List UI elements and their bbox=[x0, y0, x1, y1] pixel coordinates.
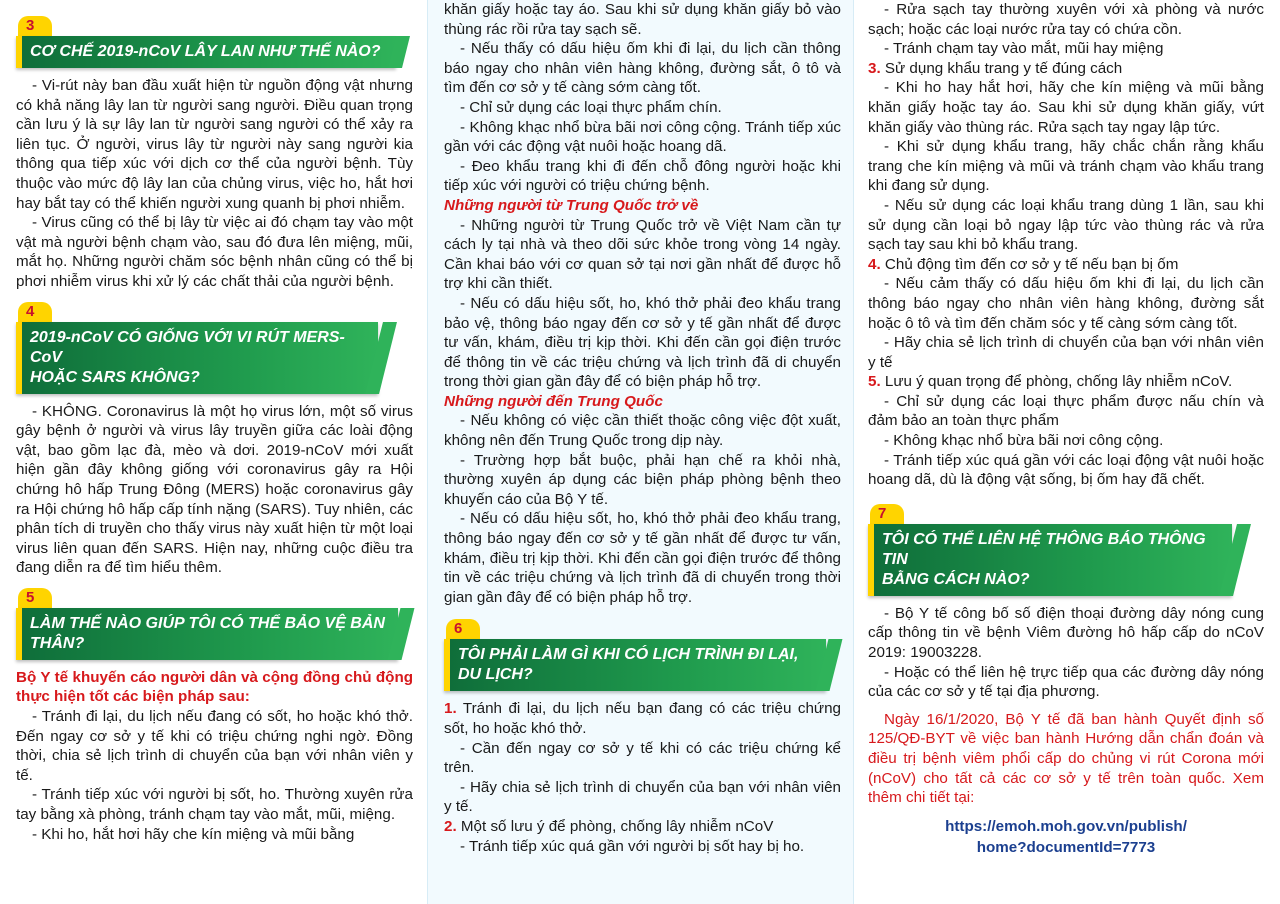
column-1 bbox=[0, 0, 427, 904]
col3-item-3 bbox=[868, 59, 1264, 79]
col3-para-6: - Nếu cảm thấy có dấu hiệu ốm khi đi lại, du lịch cần thông báo ngay cho nhân viên hàng không, đường sắt hoặc ô tô và tìm đến chăm sóc y tế càng sớm càng tốt. bbox=[868, 275, 1264, 332]
section-6-para-2: - Hãy chia sẻ lịch trình di chuyển của bạn với nhân viên y tế. bbox=[444, 778, 841, 816]
section-5-header bbox=[16, 588, 413, 660]
section-3-para-1: - Vi-rút này ban đầu xuất hiện từ nguồn động vật nhưng có khả năng lây lan từ người sang người. Điều quan trọng cần lưu ý là sự lây lan từ người sang người có thể xảy ra liên tục. Ở người, virus lây từ người này sang người kia thông qua tiếp xúc với dịch cơ thể của người bệnh. Tùy thuộc vào mức độ lây lan của chủng virus, việc ho, hắt hơi hay bắt tay có thể khiến người xung quanh bị phơi nhiễm. bbox=[16, 77, 413, 212]
reference-link[interactable] bbox=[868, 816, 1264, 858]
section-5-para-2: - Tránh tiếp xúc với người bị sốt, ho. Thường xuyên rửa tay bằng xà phòng, tránh chạm tay vào mắt, mũi, miệng. bbox=[16, 786, 413, 824]
col2-para-1: khăn giấy hoặc tay áo. Sau khi sử dụng khăn giấy bỏ vào thùng rác rồi rửa tay sạch sẽ. bbox=[444, 1, 841, 38]
section-5-number: 5 bbox=[18, 588, 52, 608]
section-5-para-1: - Tránh đi lại, du lịch nếu đang có sốt, ho hoặc khó thở. Đến ngay cơ sở y tế khi có triệu chứng nghi ngờ. Đồng thời, chia sẻ lịch trình di chuyển của bạn với nhân viên y tế. bbox=[16, 708, 413, 784]
section-6-item-1 bbox=[444, 699, 841, 738]
section-6-num-2: 2. bbox=[444, 817, 457, 835]
section-7-header bbox=[868, 504, 1264, 596]
col3-item-5-text: Lưu ý quan trọng để phòng, chống lây nhiễm nCoV. bbox=[884, 373, 1233, 391]
section-4-title-line-1: 2019-nCoV CÓ GIỐNG VỚI VI RÚT MERS-CoV bbox=[30, 328, 345, 366]
section-4-number: 4 bbox=[18, 302, 52, 322]
reference-link-line-1[interactable]: https://emoh.moh.gov.vn/publish/ bbox=[945, 817, 1187, 835]
col3-para-8: - Chỉ sử dụng các loại thực phẩm được nấu chín và đảm bảo an toàn thực phẩm bbox=[868, 392, 1264, 430]
section-7-para-2: - Hoặc có thể liên hệ trực tiếp qua các đường dây nóng của các cơ sở y tế tại địa phương. bbox=[868, 663, 1264, 701]
col3-num-5: 5. bbox=[868, 373, 881, 391]
section-6-item-1-text: Tránh đi lại, du lịch nếu bạn đang có các triệu chứng sốt, ho hoặc khó thở. bbox=[444, 700, 841, 737]
col2-para-7: - Nếu có dấu hiệu sốt, ho, khó thở phải đeo khẩu trang bảo vệ, thông báo ngay đến cơ sở y tế gần nhất để được tư vấn, khám, điều trị kịp thời. Khi đến cần gọi điện trước để thông tin về các triệu chứng và lịch trình đã di chuyển trong thời gian gần đây để có biện pháp hỗ trợ. bbox=[444, 294, 841, 391]
section-3-number: 3 bbox=[18, 16, 52, 36]
section-7-title-line-1: TÔI CÓ THỂ LIÊN HỆ THÔNG BÁO THÔNG TIN bbox=[882, 530, 1206, 568]
section-6-title: TÔI PHẢI LÀM GÌ KHI CÓ LỊCH TRÌNH ĐI LẠI, DU LỊCH? bbox=[444, 639, 826, 691]
col2-para-10: - Nếu có dấu hiệu sốt, ho, khó thở phải đeo khẩu trang, thông báo ngay đến cơ sở y tế gần nhất để được tư vấn, khám, điều trị kịp thời. Khi đến cần gọi điện trước để thông tin về các triệu chứng và lịch trình đã di chuyển trong thời gian gần đây để có biện pháp hỗ trợ. bbox=[444, 510, 841, 606]
col3-item-3-text: Sử dụng khẩu trang y tế đúng cách bbox=[884, 59, 1123, 77]
col2-para-3: - Chỉ sử dụng các loại thực phẩm chín. bbox=[460, 98, 722, 116]
section-7-para-1: - Bộ Y tế công bố số điện thoại đường dây nóng cung cấp thông tin về bệnh Viêm đường hô hấp cấp do nCoV 2019: 19003228. bbox=[868, 604, 1264, 662]
section-5-para-3: - Khi ho, hắt hơi hãy che kín miệng và mũi bằng bbox=[32, 825, 355, 843]
col2-para-8: - Nếu không có việc cần thiết thoặc công việc đột xuất, không nên đến Trung Quốc trong dịp này. bbox=[444, 412, 841, 450]
col2-para-5: - Đeo khẩu trang khi đi đến chỗ đông người hoặc khi tiếp xúc với người có triệu chứng bệnh. bbox=[444, 157, 841, 195]
section-6-number: 6 bbox=[446, 619, 480, 639]
section-4-title-line-2: HOẶC SARS KHÔNG? bbox=[30, 368, 200, 386]
section-5-title: LÀM THẾ NÀO GIÚP TÔI CÓ THỂ BẢO VỆ BẢN THÂN? bbox=[16, 608, 398, 660]
section-3-para-2: - Virus cũng có thể bị lây từ việc ai đó chạm tay vào một vật mà người bệnh chạm vào, sau đó đưa lên miệng, mũi, mắt họ. Những người chăm sóc bệnh nhân cũng có thể bị phơi nhiễm virus khi xử lý các chất thải của người bệnh. bbox=[16, 214, 413, 290]
col3-item-4-text: Chủ động tìm đến cơ sở y tế nếu bạn bị ốm bbox=[884, 255, 1179, 273]
reference-link-line-2[interactable]: home?documentId=7773 bbox=[976, 838, 1156, 856]
heading-going-to-china: Những người đến Trung Quốc bbox=[444, 392, 663, 410]
section-6-para-3: - Tránh tiếp xúc quá gần với người bị sốt hay bị ho. bbox=[460, 837, 805, 855]
col2-para-4: - Không khạc nhổ bừa bãi nơi công cộng. Tránh tiếp xúc gần với các động vật nuôi hoặc hoang dã. bbox=[444, 118, 841, 156]
section-7-title bbox=[868, 524, 1232, 596]
col3-para-9: - Không khạc nhổ bừa bãi nơi công cộng. bbox=[884, 432, 1164, 450]
section-4-header bbox=[16, 302, 413, 394]
col3-para-5: - Nếu sử dụng các loại khẩu trang dùng 1 lần, sau khi sử dụng cần loại bỏ ngay lập tức vào thùng rác và rửa sạch tay sau khi bỏ khẩu trang. bbox=[868, 196, 1264, 254]
section-4-title bbox=[16, 322, 378, 394]
col2-para-6: - Những người từ Trung Quốc trở về Việt Nam cần tự cách ly tại nhà và theo dõi sức khỏe trong vòng 14 ngày. Cần khai báo với cơ quan sở tại nơi gần nhất để được hỗ trợ khi cần thiết. bbox=[444, 216, 841, 293]
col3-para-7: - Hãy chia sẻ lịch trình di chuyển của bạn với nhân viên y tế bbox=[868, 334, 1264, 371]
section-3-header bbox=[16, 16, 413, 68]
section-7-title-line-2: BẰNG CÁCH NÀO? bbox=[882, 570, 1030, 588]
col3-num-4: 4. bbox=[868, 255, 881, 273]
col3-para-2: - Tránh chạm tay vào mắt, mũi hay miệng bbox=[884, 40, 1164, 58]
section-5-lead: Bộ Y tế khuyến cáo người dân và cộng đồng chủ động thực hiện tốt các biện pháp sau: bbox=[16, 668, 413, 706]
section-6-item-2-text: Một số lưu ý để phòng, chống lây nhiễm nCoV bbox=[460, 817, 774, 835]
section-4-para-1: - KHÔNG. Coronavirus là một họ virus lớn, một số virus gây bệnh ở người và virus lây truyền giữa các loài động vật, bao gồm lạc đà, mèo và dơi. 2019-nCoV mới xuất hiện gần đây không giống với coronavirus gây ra Hội chứng hô hấp Trung Đông (MERS) hoặc coronavirus gây ra Hội chứng hô hấp cấp tính nặng (SARS). Tuy nhiên, các phân tích di truyền cho thấy virus này xuất hiện từ một loại virus liên quan đến SARS. Hiện nay, những cuộc điều tra đang diễn ra để tìm hiểu thêm. bbox=[16, 402, 413, 577]
section-6-para-1: - Cần đến ngay cơ sở y tế khi có các triệu chứng kể trên. bbox=[444, 739, 841, 777]
column-3 bbox=[854, 0, 1280, 904]
col3-para-1: - Rửa sạch tay thường xuyên với xà phòng và nước sạch; hoặc các loại nước rửa tay có chứa cồn. bbox=[868, 1, 1264, 38]
section-7-number: 7 bbox=[870, 504, 904, 524]
decision-notice: Ngày 16/1/2020, Bộ Y tế đã ban hành Quyết định số 125/QĐ-BYT về việc ban hành Hướng dẫn chẩn đoán và điều trị bệnh viêm phổi cấp do chủng vi rút Corona mới (nCoV) cho tất cả các cơ sở y tế trên toàn quốc. Xem thêm chi tiết tại: bbox=[868, 710, 1264, 807]
section-6-header bbox=[444, 619, 841, 691]
col3-item-4 bbox=[868, 255, 1264, 275]
heading-returning-from-china: Những người từ Trung Quốc trở về bbox=[444, 196, 699, 214]
col3-num-3: 3. bbox=[868, 59, 881, 77]
col3-para-10: - Tránh tiếp xúc quá gần với các loại động vật nuôi hoặc hoang dã, dù là động vật sống, bị ốm hay đã chết. bbox=[868, 451, 1264, 489]
col3-para-3: - Khi ho hay hắt hơi, hãy che kín miệng và mũi bằng khăn giấy hoặc tay áo. Sau khi sử dụng khăn giấy, vứt khăn giấy vào thùng rác. Rửa sạch tay ngay lập tức. bbox=[868, 79, 1264, 136]
col2-para-9: - Trường hợp bắt buộc, phải hạn chế ra khỏi nhà, thường xuyên áp dụng các biện pháp phòng bệnh theo khuyến cáo của Bộ Y tế. bbox=[444, 451, 841, 508]
col3-para-4: - Khi sử dụng khẩu trang, hãy chắc chắn rằng khẩu trang che kín miệng và mũi và tránh chạm vào khẩu trang khi đang sử dụng. bbox=[868, 138, 1264, 195]
section-3-title: CƠ CHẾ 2019-nCoV LÂY LAN NHƯ THẾ NÀO? bbox=[16, 36, 396, 68]
column-2 bbox=[427, 0, 854, 904]
section-6-item-2 bbox=[444, 817, 841, 837]
section-6-num-1: 1. bbox=[444, 700, 457, 718]
col3-item-5 bbox=[868, 372, 1264, 392]
col2-para-2: - Nếu thấy có dấu hiệu ốm khi đi lại, du lịch cần thông báo ngay cho nhân viên hàng không, đường sắt, ô tô và tìm đến cơ sở y tế càng sớm càng tốt. bbox=[444, 40, 841, 97]
